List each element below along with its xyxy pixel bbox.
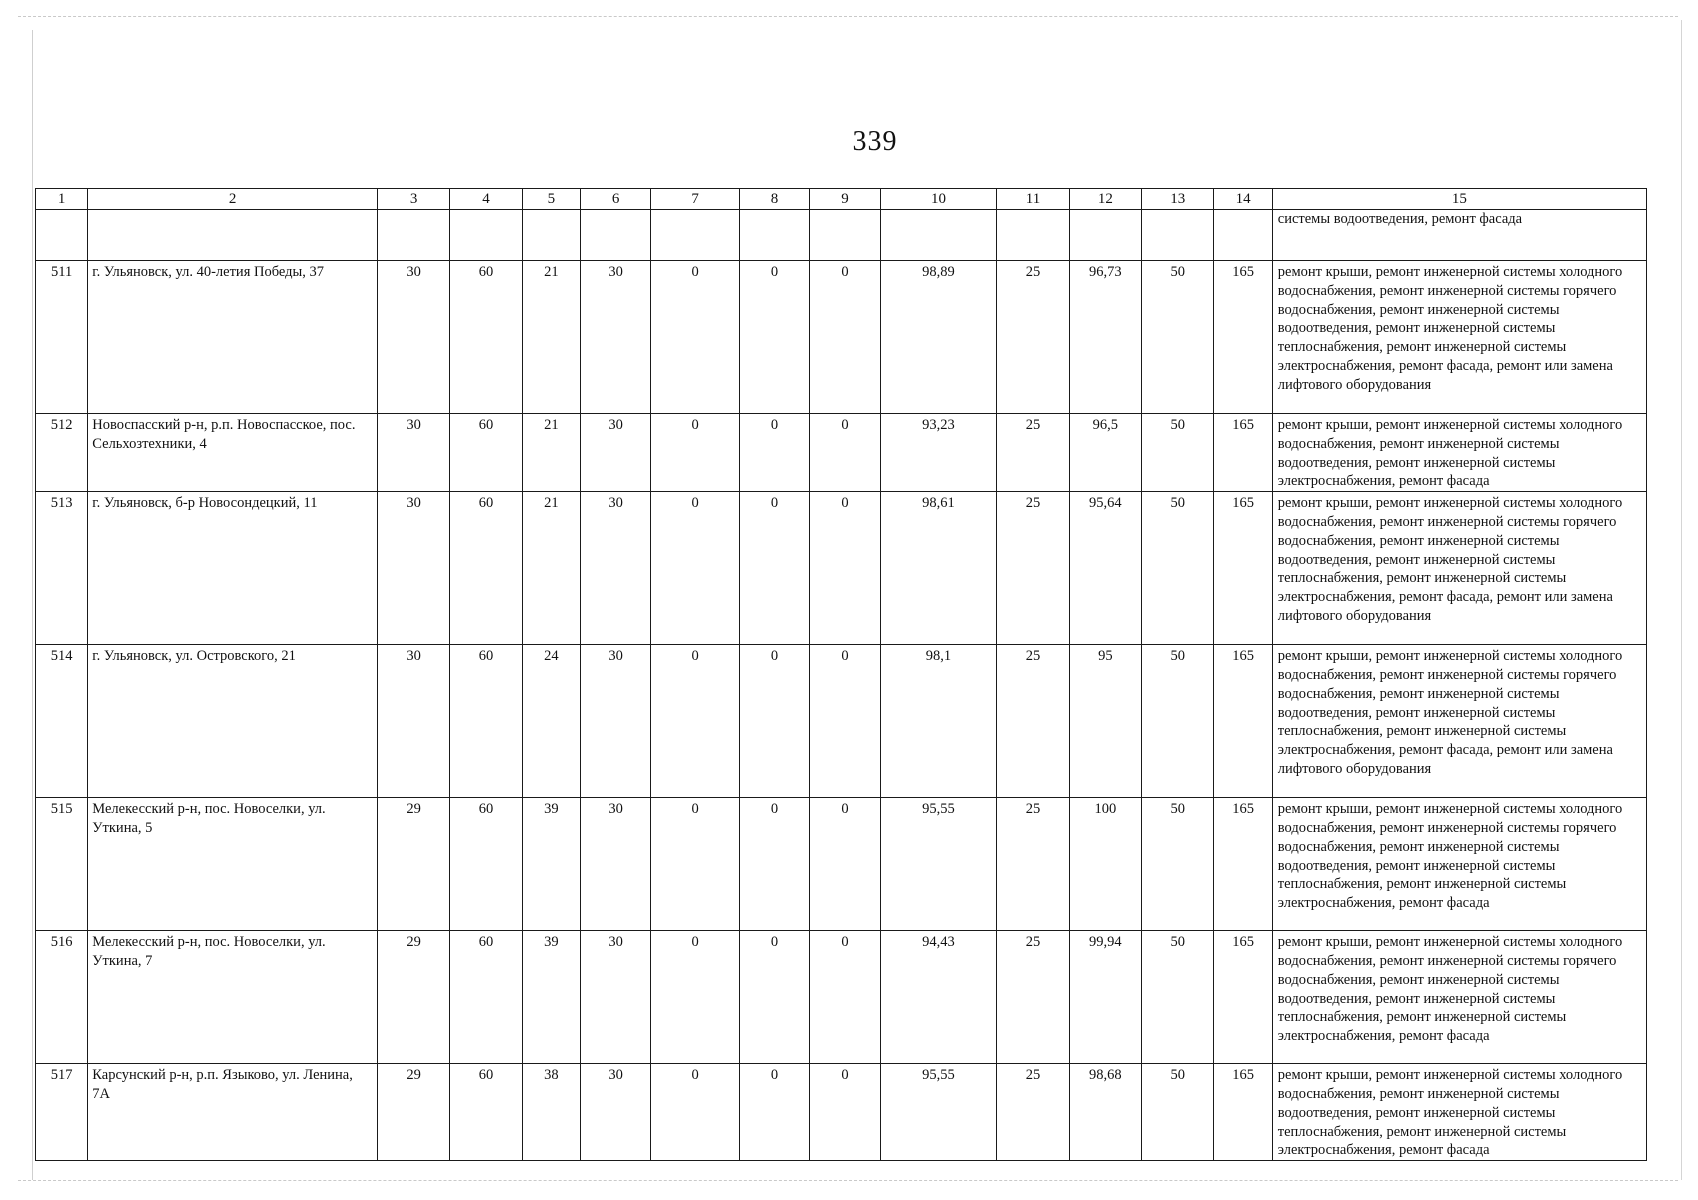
cell-col-13: 50 bbox=[1142, 492, 1214, 645]
cell-works: ремонт крыши, ремонт инженерной системы холодного водоснабжения, ремонт инженерной системы водоотведения, ремонт инженерной системы теплоснабжения, ремонт инженерной системы электроснабжения, ремонт фасада bbox=[1272, 1064, 1646, 1161]
cell-col-10: 98,1 bbox=[880, 645, 997, 798]
cell-col-11: 25 bbox=[997, 261, 1069, 414]
column-header: 5 bbox=[522, 189, 580, 210]
cell-address: Карсунский р-н, р.п. Языково, ул. Ленина, 7А bbox=[88, 1064, 378, 1161]
column-header: 6 bbox=[580, 189, 650, 210]
cell-col-11: 25 bbox=[997, 414, 1069, 492]
cell-col-12: 95,64 bbox=[1069, 492, 1141, 645]
cell-address: Мелекесский р-н, пос. Новоселки, ул. Уткина, 5 bbox=[88, 798, 378, 931]
cell-empty bbox=[580, 210, 650, 261]
cell-col-13: 50 bbox=[1142, 1064, 1214, 1161]
cell-col-13: 50 bbox=[1142, 645, 1214, 798]
column-header: 14 bbox=[1214, 189, 1272, 210]
cell-col-3: 30 bbox=[377, 645, 449, 798]
cell-empty bbox=[88, 210, 378, 261]
column-header: 3 bbox=[377, 189, 449, 210]
cell-col-12: 98,68 bbox=[1069, 1064, 1141, 1161]
cell-col-5: 21 bbox=[522, 261, 580, 414]
cell-row-number: 517 bbox=[36, 1064, 88, 1161]
cell-address: г. Ульяновск, ул. 40-летия Победы, 37 bbox=[88, 261, 378, 414]
table-row bbox=[36, 261, 1647, 414]
cell-works: ремонт крыши, ремонт инженерной системы холодного водоснабжения, ремонт инженерной системы горячего водоснабжения, ремонт инженерной системы водоотведения, ремонт инженерной системы теплоснабжения, ремонт инженерной системы электроснабжения, ремонт фасада bbox=[1272, 798, 1646, 931]
cell-col-9: 0 bbox=[810, 261, 880, 414]
cell-empty bbox=[1142, 210, 1214, 261]
cell-col-7: 0 bbox=[651, 645, 739, 798]
cell-col-7: 0 bbox=[651, 414, 739, 492]
cell-col-11: 25 bbox=[997, 645, 1069, 798]
cell-col-13: 50 bbox=[1142, 414, 1214, 492]
cell-col-4: 60 bbox=[450, 1064, 522, 1161]
column-header: 1 bbox=[36, 189, 88, 210]
cell-col-4: 60 bbox=[450, 645, 522, 798]
cell-col-14: 165 bbox=[1214, 798, 1272, 931]
cell-col-12: 96,5 bbox=[1069, 414, 1141, 492]
cell-col-8: 0 bbox=[739, 1064, 809, 1161]
cell-works: ремонт крыши, ремонт инженерной системы холодного водоснабжения, ремонт инженерной системы горячего водоснабжения, ремонт инженерной системы водоотведения, ремонт инженерной системы теплоснабжения, ремонт инженерной системы электроснабжения, ремонт фасада bbox=[1272, 931, 1646, 1064]
cell-col-9: 0 bbox=[810, 645, 880, 798]
cell-col-5: 24 bbox=[522, 645, 580, 798]
cell-col-9: 0 bbox=[810, 1064, 880, 1161]
cell-col-6: 30 bbox=[580, 492, 650, 645]
cell-address: г. Ульяновск, ул. Островского, 21 bbox=[88, 645, 378, 798]
cell-col-4: 60 bbox=[450, 931, 522, 1064]
cell-works: системы водоотведения, ремонт фасада bbox=[1272, 210, 1646, 261]
cell-col-10: 98,61 bbox=[880, 492, 997, 645]
cell-col-12: 99,94 bbox=[1069, 931, 1141, 1064]
cell-empty bbox=[450, 210, 522, 261]
cell-col-14: 165 bbox=[1214, 1064, 1272, 1161]
cell-col-8: 0 bbox=[739, 492, 809, 645]
cell-col-6: 30 bbox=[580, 645, 650, 798]
cell-row-number: 513 bbox=[36, 492, 88, 645]
cell-col-12: 95 bbox=[1069, 645, 1141, 798]
cell-empty bbox=[36, 210, 88, 261]
table-body bbox=[36, 210, 1647, 1161]
table-row bbox=[36, 1064, 1647, 1161]
cell-col-14: 165 bbox=[1214, 261, 1272, 414]
cell-col-12: 100 bbox=[1069, 798, 1141, 931]
cell-col-12: 96,73 bbox=[1069, 261, 1141, 414]
cell-works: ремонт крыши, ремонт инженерной системы холодного водоснабжения, ремонт инженерной системы горячего водоснабжения, ремонт инженерной системы водоотведения, ремонт инженерной системы теплоснабжения, ремонт инженерной системы электроснабжения, ремонт фасада, ремонт или замена лифтового оборудования bbox=[1272, 492, 1646, 645]
column-header: 10 bbox=[880, 189, 997, 210]
cell-col-14: 165 bbox=[1214, 414, 1272, 492]
column-number-header bbox=[36, 189, 1647, 210]
table-row bbox=[36, 492, 1647, 645]
cell-col-4: 60 bbox=[450, 261, 522, 414]
cell-col-8: 0 bbox=[739, 931, 809, 1064]
cell-col-7: 0 bbox=[651, 1064, 739, 1161]
cell-row-number: 512 bbox=[36, 414, 88, 492]
table-row bbox=[36, 414, 1647, 492]
cell-col-14: 165 bbox=[1214, 645, 1272, 798]
column-header: 2 bbox=[88, 189, 378, 210]
cell-address: Мелекесский р-н, пос. Новоселки, ул. Уткина, 7 bbox=[88, 931, 378, 1064]
cell-col-11: 25 bbox=[997, 1064, 1069, 1161]
cell-row-number: 516 bbox=[36, 931, 88, 1064]
column-header: 13 bbox=[1142, 189, 1214, 210]
cell-col-5: 21 bbox=[522, 492, 580, 645]
cell-col-13: 50 bbox=[1142, 798, 1214, 931]
cell-col-10: 94,43 bbox=[880, 931, 997, 1064]
cell-empty bbox=[1214, 210, 1272, 261]
cell-col-3: 29 bbox=[377, 798, 449, 931]
continuation-row bbox=[36, 210, 1647, 261]
cell-col-4: 60 bbox=[450, 492, 522, 645]
cell-col-11: 25 bbox=[997, 798, 1069, 931]
cell-col-3: 30 bbox=[377, 492, 449, 645]
cell-works: ремонт крыши, ремонт инженерной системы холодного водоснабжения, ремонт инженерной системы водоотведения, ремонт инженерной системы электроснабжения, ремонт фасада bbox=[1272, 414, 1646, 492]
scan-edge-right bbox=[1681, 20, 1682, 1180]
cell-col-11: 25 bbox=[997, 492, 1069, 645]
cell-empty bbox=[880, 210, 997, 261]
repair-register-table bbox=[35, 188, 1647, 1161]
cell-col-8: 0 bbox=[739, 798, 809, 931]
column-header: 15 bbox=[1272, 189, 1646, 210]
page-number: 339 bbox=[852, 126, 898, 157]
cell-col-3: 29 bbox=[377, 1064, 449, 1161]
column-header: 4 bbox=[450, 189, 522, 210]
cell-address: Новоспасский р-н, р.п. Новоспасское, пос. Сельхозтехники, 4 bbox=[88, 414, 378, 492]
cell-col-9: 0 bbox=[810, 492, 880, 645]
cell-col-6: 30 bbox=[580, 931, 650, 1064]
cell-address: г. Ульяновск, б-р Новосондецкий, 11 bbox=[88, 492, 378, 645]
cell-col-6: 30 bbox=[580, 1064, 650, 1161]
column-header: 8 bbox=[739, 189, 809, 210]
cell-col-13: 50 bbox=[1142, 931, 1214, 1064]
cell-col-9: 0 bbox=[810, 798, 880, 931]
cell-col-7: 0 bbox=[651, 261, 739, 414]
cell-col-6: 30 bbox=[580, 261, 650, 414]
cell-empty bbox=[651, 210, 739, 261]
scan-edge-left bbox=[32, 30, 33, 1180]
cell-col-4: 60 bbox=[450, 414, 522, 492]
cell-col-9: 0 bbox=[810, 931, 880, 1064]
cell-col-7: 0 bbox=[651, 492, 739, 645]
cell-col-5: 38 bbox=[522, 1064, 580, 1161]
header-row bbox=[36, 189, 1647, 210]
cell-col-14: 165 bbox=[1214, 492, 1272, 645]
cell-col-3: 30 bbox=[377, 414, 449, 492]
cell-col-3: 29 bbox=[377, 931, 449, 1064]
cell-row-number: 514 bbox=[36, 645, 88, 798]
cell-col-10: 93,23 bbox=[880, 414, 997, 492]
cell-col-5: 39 bbox=[522, 798, 580, 931]
table-row bbox=[36, 645, 1647, 798]
cell-col-5: 21 bbox=[522, 414, 580, 492]
cell-works: ремонт крыши, ремонт инженерной системы холодного водоснабжения, ремонт инженерной системы горячего водоснабжения, ремонт инженерной системы водоотведения, ремонт инженерной системы теплоснабжения, ремонт инженерной системы электроснабжения, ремонт фасада, ремонт или замена лифтового оборудования bbox=[1272, 261, 1646, 414]
cell-col-4: 60 bbox=[450, 798, 522, 931]
cell-col-11: 25 bbox=[997, 931, 1069, 1064]
cell-empty bbox=[739, 210, 809, 261]
cell-empty bbox=[810, 210, 880, 261]
column-header: 9 bbox=[810, 189, 880, 210]
cell-col-9: 0 bbox=[810, 414, 880, 492]
cell-col-7: 0 bbox=[651, 931, 739, 1064]
cell-col-13: 50 bbox=[1142, 261, 1214, 414]
cell-col-14: 165 bbox=[1214, 931, 1272, 1064]
cell-works: ремонт крыши, ремонт инженерной системы холодного водоснабжения, ремонт инженерной системы горячего водоснабжения, ремонт инженерной системы водоотведения, ремонт инженерной системы теплоснабжения, ремонт инженерной системы электроснабжения, ремонт фасада, ремонт или замена лифтового оборудования bbox=[1272, 645, 1646, 798]
cell-col-10: 98,89 bbox=[880, 261, 997, 414]
cell-col-10: 95,55 bbox=[880, 1064, 997, 1161]
cell-col-6: 30 bbox=[580, 798, 650, 931]
cell-col-10: 95,55 bbox=[880, 798, 997, 931]
cell-empty bbox=[1069, 210, 1141, 261]
cell-col-8: 0 bbox=[739, 261, 809, 414]
cell-row-number: 515 bbox=[36, 798, 88, 931]
cell-col-8: 0 bbox=[739, 645, 809, 798]
cell-col-8: 0 bbox=[739, 414, 809, 492]
cell-row-number: 511 bbox=[36, 261, 88, 414]
cell-col-7: 0 bbox=[651, 798, 739, 931]
cell-col-6: 30 bbox=[580, 414, 650, 492]
column-header: 7 bbox=[651, 189, 739, 210]
cell-empty bbox=[997, 210, 1069, 261]
cell-col-5: 39 bbox=[522, 931, 580, 1064]
cell-col-3: 30 bbox=[377, 261, 449, 414]
column-header: 11 bbox=[997, 189, 1069, 210]
table-row bbox=[36, 798, 1647, 931]
column-header: 12 bbox=[1069, 189, 1141, 210]
cell-empty bbox=[377, 210, 449, 261]
cell-empty bbox=[522, 210, 580, 261]
table-row bbox=[36, 931, 1647, 1064]
